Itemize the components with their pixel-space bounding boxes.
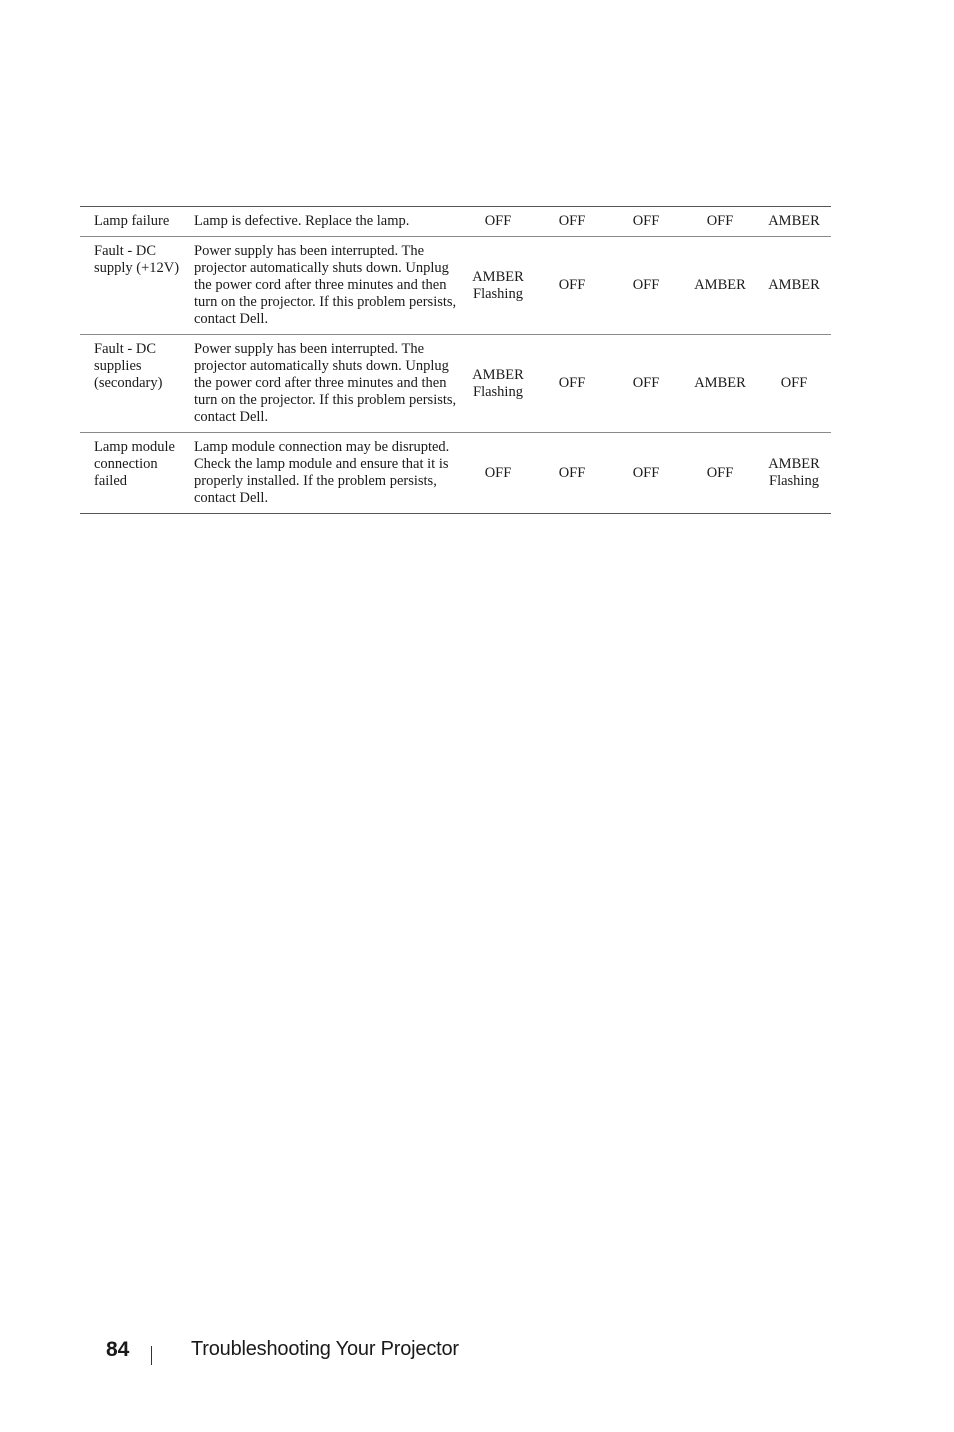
problem-cell: Lamp module connection failed	[94, 439, 175, 489]
description-cell: Lamp module connection may be disrupted. Check the lamp module and ensure that it is properly installed. If the problem persists, contact Dell.	[194, 439, 450, 506]
led-status-cell: OFF	[558, 375, 586, 391]
description-cell: Power supply has been interrupted. The projector automatically shuts down. Unplug the power cord after three minutes and then turn on the projector. If this problem persists, contact Dell.	[194, 341, 457, 425]
led-status-cell: OFF	[706, 213, 734, 229]
led-status-cell: OFF	[780, 375, 808, 391]
table-row	[80, 207, 831, 237]
led-status-cell: OFF	[632, 277, 660, 293]
problem-cell: Fault - DC supply (+12V)	[94, 243, 180, 276]
problem-cell: Fault - DC supplies (secondary)	[94, 341, 163, 391]
led-status-cell: OFF	[558, 277, 586, 293]
table-row	[80, 237, 831, 335]
page-number: 84	[106, 1338, 130, 1361]
problem-cell: Lamp failure	[94, 213, 170, 229]
led-status-cell: OFF	[706, 464, 734, 481]
table-row	[80, 335, 831, 433]
led-status-cell: AMBER Flashing	[472, 268, 524, 302]
led-status-cell: OFF	[484, 213, 512, 229]
status-table	[80, 206, 831, 514]
led-status-cell: AMBER Flashing	[472, 366, 524, 400]
led-status-cell: OFF	[632, 464, 660, 481]
description-cell: Power supply has been interrupted. The projector automatically shuts down. Unplug the power cord after three minutes and then turn on the projector. If this problem persists, contact Dell.	[194, 243, 457, 327]
page-footer	[0, 1334, 954, 1368]
led-status-cell: OFF	[558, 213, 586, 229]
led-status-cell: AMBER	[768, 213, 820, 229]
chapter-title: Troubleshooting Your Projector	[191, 1338, 459, 1360]
description-cell: Lamp is defective. Replace the lamp.	[194, 213, 410, 229]
led-status-cell: AMBER	[694, 277, 746, 293]
led-status-cell: OFF	[632, 375, 660, 391]
led-status-cell: AMBER	[768, 277, 820, 293]
led-status-cell: OFF	[484, 464, 512, 481]
footer-divider	[151, 1346, 152, 1365]
table-row	[80, 433, 831, 514]
led-status-cell: OFF	[632, 213, 660, 229]
led-status-cell: OFF	[558, 464, 586, 481]
led-status-cell: AMBER	[694, 375, 746, 391]
led-status-cell: AMBER Flashing	[768, 456, 820, 489]
